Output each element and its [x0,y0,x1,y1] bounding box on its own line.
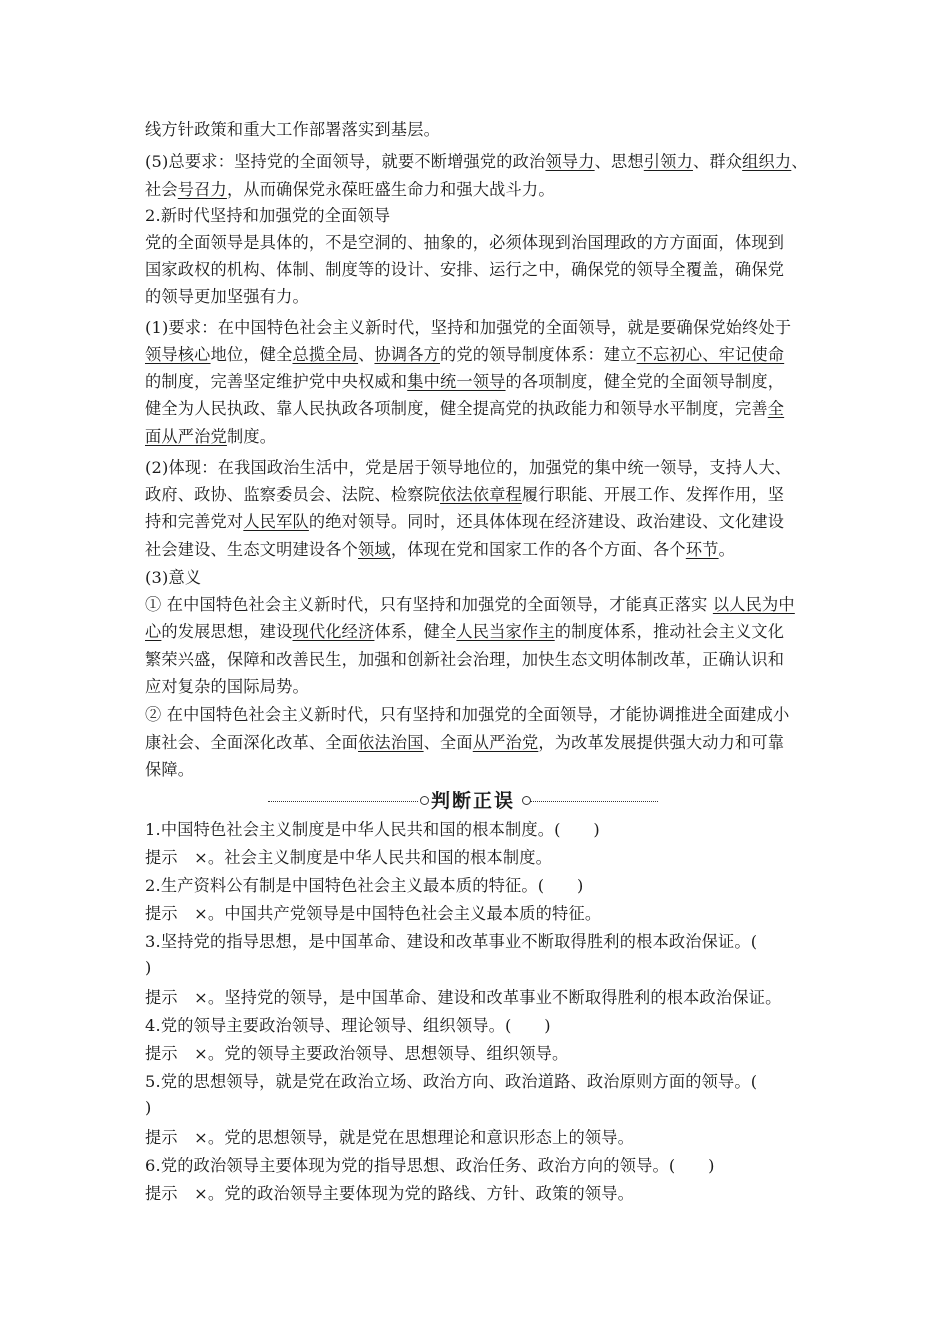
underlined-keyword: 以人民为中 [712,595,795,614]
text-segment: (1)要求：在中国特色社会主义新时代，坚持和加强党的全面领导，就是要确保党始终处于 [145,318,792,337]
text-segment: 3.坚持党的指导思想，是中国革命、建设和改革事业不断取得胜利的根本政治保证。( [145,932,758,951]
text-line [145,260,784,280]
underlined-keyword: 协调各方 [374,345,441,364]
text-segment: 4.党的领导主要政治领导、理论领导、组织领导。( ) [145,1016,551,1035]
text-segment: ) [145,958,152,977]
ring-ornament-left [420,796,429,805]
text-segment: 地位，健全 [210,345,293,364]
underlined-keyword: 人民当家作主 [456,622,555,641]
text-segment: 、群众 [692,152,743,171]
text-line [145,988,782,1008]
text-line [145,318,791,338]
text-line [145,932,757,952]
text-segment: 的制度体系，推动社会主义文化 [554,622,785,641]
text-segment: 社会 [145,180,178,199]
underlined-keyword: 号召力 [177,180,227,199]
underlined-keyword: 依法依章程 [439,485,522,504]
text-segment: 5.党的思想领导，就是党在政治立场、政治方向、政治道路、政治原则方面的领导。( [145,1072,758,1091]
text-segment: 繁荣兴盛，保障和改善民生，加强和创新社会治理，加快生态文明体制改革，正确认识和 [145,650,785,669]
dotted-rule-right [530,801,658,802]
text-line [145,650,784,670]
text-segment: 国家政权的机构、体制、制度等的设计、安排、运行之中，确保党的领导全覆盖，确保党 [145,260,785,279]
text-line [145,733,784,753]
text-segment: 制度。 [226,427,277,446]
text-line [145,760,194,780]
text-segment: ① 在中国特色社会主义新时代，只有坚持和加强党的全面领导，才能真正落实 [145,595,713,614]
text-line [145,1072,757,1092]
text-segment: 的绝对领导。同时，还具体体现在经济建设、政治建设、文化建设 [308,512,785,531]
text-line [145,595,795,615]
text-segment: 社会建设、生态文明建设各个 [145,540,359,559]
underlined-keyword: 人民军队 [243,512,309,531]
underlined-keyword: 组织力 [742,152,792,171]
text-line [145,345,784,365]
underlined-keyword: 集中统一领导 [407,372,506,391]
text-segment: ，从而确保党永葆旺盛生命力和强大战斗力。 [226,180,555,199]
text-segment: 1.中国特色社会主义制度是中华人民共和国的根本制度。( ) [145,820,600,839]
text-segment: ② 在中国特色社会主义新时代，只有坚持和加强党的全面领导，才能协调推进全面建成小 [145,705,790,724]
underlined-keyword: 从严治党 [472,733,539,752]
section-heading-banner [268,788,658,814]
text-line [145,233,784,253]
text-line [145,427,276,447]
text-line [145,1016,551,1036]
text-line [145,1156,715,1176]
text-line [145,458,791,478]
underlined-keyword: 环节 [685,540,719,559]
text-segment: 健全为人民执政、靠人民执政各项制度，健全提高党的执政能力和领导水平制度，完善 [145,399,768,418]
text-line [145,705,789,725]
text-segment: 6.党的政治领导主要体现为党的指导思想、政治任务、政治方向的领导。( ) [145,1156,715,1175]
underlined-keyword: 全 [767,399,785,418]
text-segment: 的各项制度，健全党的全面领导制度， [505,372,785,391]
text-line [145,1044,568,1064]
text-line [145,540,735,560]
underlined-keyword: 不忘初心、牢记使命 [636,345,785,364]
text-line [145,1128,634,1148]
text-segment: 的党的领导制度体系：建立 [440,345,637,364]
section-heading: 判断正误 [431,790,516,812]
text-segment: 提示 ×。党的领导主要政治领导、思想领导、组织领导。 [145,1044,569,1063]
text-line [145,622,784,642]
text-line [145,1098,152,1118]
text-line [145,1184,634,1204]
text-segment: 2.新时代坚持和加强党的全面领导 [145,206,391,225]
text-segment: 的发展思想，建设 [161,622,293,641]
text-segment: 提示 ×。社会主义制度是中华人民共和国的根本制度。 [145,848,553,867]
text-segment: 的领导更加坚强有力。 [145,287,309,306]
text-segment: 。 [718,540,735,559]
underlined-keyword: 领导力 [545,152,595,171]
text-segment: 提示 ×。坚持党的领导，是中国革命、建设和改革事业不断取得胜利的根本政治保证。 [145,988,782,1007]
text-line [145,372,784,392]
dotted-rule-left [268,801,418,802]
text-line [145,848,552,868]
text-line [145,958,152,978]
underlined-keyword: 领域 [358,540,391,559]
text-line [145,876,584,896]
text-segment: 政府、政协、监察委员会、法院、检察院 [145,485,440,504]
text-line [145,206,390,226]
text-segment: 线方针政策和重大工作部署落实到基层。 [145,120,440,139]
text-line [145,287,309,307]
text-line [145,512,784,532]
text-segment: 、 [791,152,808,171]
underlined-keyword: 总揽全局 [292,345,359,364]
underlined-keyword: 面从严治党 [145,427,227,446]
text-segment: (5)总要求：坚持党的全面领导，就要不断增强党的政治 [145,152,546,171]
underlined-keyword: 引领力 [643,152,693,171]
text-segment: (3)意义 [145,568,202,587]
text-segment: ) [145,1098,152,1117]
text-segment: 的制度，完善坚定维护党中央权威和 [145,372,408,391]
text-segment: 保障。 [145,760,195,779]
underlined-keyword: 现代化经济 [292,622,375,641]
underlined-keyword: 领导核心 [145,345,211,364]
text-segment: 、思想 [594,152,644,171]
text-line [145,180,555,200]
text-line [145,677,309,697]
text-segment: 党的全面领导是具体的，不是空洞的、抽象的，必须体现到治国理政的方方面面，体现到 [145,233,785,252]
text-segment: 提示 ×。党的思想领导，就是党在思想理论和意识形态上的领导。 [145,1128,634,1147]
text-segment: ，为改革发展提供强大动力和可靠 [538,733,785,752]
text-line [145,904,601,924]
text-line [145,820,600,840]
underlined-keyword: 依法治国 [358,733,424,752]
text-segment: 2.生产资料公有制是中国特色社会主义最本质的特征。( ) [145,876,584,895]
text-line [145,120,440,140]
underlined-keyword: 心 [145,622,162,641]
text-line [145,568,201,588]
text-segment: 提示 ×。中国共产党领导是中国特色社会主义最本质的特征。 [145,904,602,923]
text-line [145,399,784,419]
text-segment: 履行职能、开展工作、发挥作用，坚 [521,485,785,504]
text-segment: 、全面 [423,733,473,752]
text-segment: 持和完善党对 [145,512,244,531]
text-segment: 、 [358,345,375,364]
text-segment: 应对复杂的国际局势。 [145,677,309,696]
text-line [145,485,784,505]
text-segment: ，体现在党和国家工作的各个方面、各个 [390,540,686,559]
text-segment: (2)体现：在我国政治生活中，党是居于领导地位的，加强党的集中统一领导，支持人大、 [145,458,792,477]
text-line [145,152,808,172]
text-segment: 体系，健全 [374,622,457,641]
text-segment: 提示 ×。党的政治领导主要体现为党的路线、方针、政策的领导。 [145,1184,634,1203]
text-segment: 康社会、全面深化改革、全面 [145,733,359,752]
